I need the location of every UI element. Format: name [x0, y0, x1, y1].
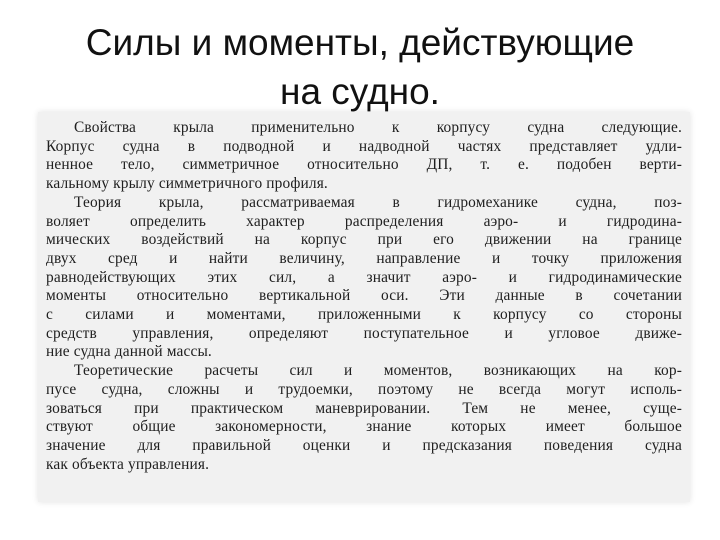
scanned-text-body	[46, 119, 682, 474]
text-line: ненное тело, симметричное относительно ДП, т. е. подобен верти-	[46, 156, 682, 174]
text-line: Корпус судна в подводной и надводной частях представляет удли-	[46, 137, 682, 155]
slide-title	[20, 18, 700, 116]
text-line: с силами и моментами, приложенными к корпусу со стороны	[46, 306, 682, 324]
text-line: средств управления, определяют поступательное и угловое движе-	[46, 324, 682, 342]
text-line: ствуют общие закономерности, знание которых имеет большое	[46, 418, 682, 436]
text-line: Теория крыла, рассматриваемая в гидромеханике судна, поз-	[74, 193, 682, 211]
slide-title-line-2: на судно.	[280, 71, 440, 112]
text-line: воляет определить характер распределения аэро- и гидродина-	[46, 212, 682, 230]
text-line: мических воздействий на корпус при его движении на границе	[46, 231, 682, 249]
text-line: моменты относительно вертикальной оси. Эти данные в сочетании	[46, 287, 682, 305]
scanned-text-image	[38, 112, 690, 502]
text-line: зоваться при практическом маневрировании. Тем не менее, суще-	[46, 399, 682, 417]
text-line: двух сред и найти величину, направление и точку приложения	[46, 249, 682, 267]
slide-title-line-1: Силы и моменты, действующие	[85, 22, 635, 63]
text-line: кальному крылу симметричного профиля.	[46, 175, 328, 193]
text-line: равнодействующих этих сил, а значит аэро- и гидродинамические	[46, 268, 682, 286]
text-line: пусе судна, сложны и трудоемки, поэтому не всегда могут исполь-	[46, 380, 682, 398]
text-line: ние судна данной массы.	[46, 343, 212, 361]
text-line: как объекта управления.	[46, 455, 210, 473]
text-line: Свойства крыла применительно к корпусу судна следующие.	[74, 119, 682, 136]
text-line: значение для правильной оценки и предсказания поведения судна	[46, 436, 682, 454]
text-line: Теоретические расчеты сил и моментов, возникающих на кор-	[74, 362, 682, 380]
